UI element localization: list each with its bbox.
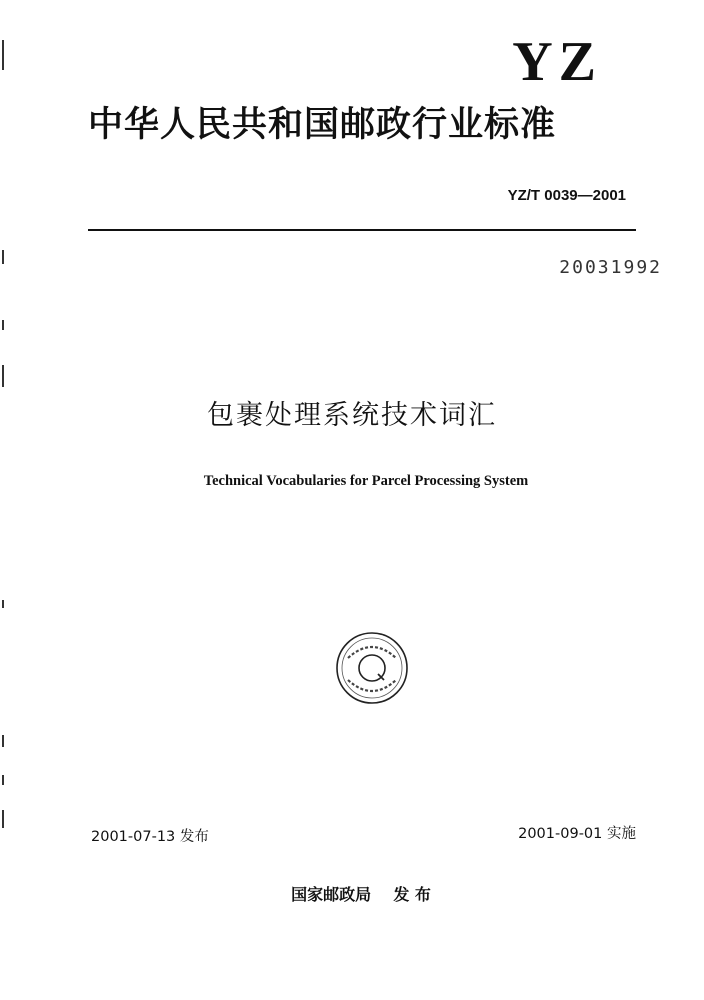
document-title-chinese: 包裹处理系统技术词汇 xyxy=(207,400,497,431)
standard-code-logo: YZ xyxy=(512,31,602,93)
standard-title: 中华人民共和国邮政行业标准 xyxy=(88,105,557,145)
effective-date: 2001-09-01 实施 xyxy=(518,826,636,842)
issuing-authority: 国家邮政局 发 布 xyxy=(291,885,431,904)
stamp-number: 20031992 xyxy=(559,257,662,278)
library-seal-icon xyxy=(334,630,410,706)
release-date: 2001-07-13 发布 xyxy=(91,829,209,845)
standard-number: YZ/T 0039—2001 xyxy=(507,187,626,204)
scan-edge-marks xyxy=(0,0,6,1000)
header-divider xyxy=(88,229,636,231)
document-title-english: Technical Vocabularies for Parcel Processing System xyxy=(203,473,529,489)
